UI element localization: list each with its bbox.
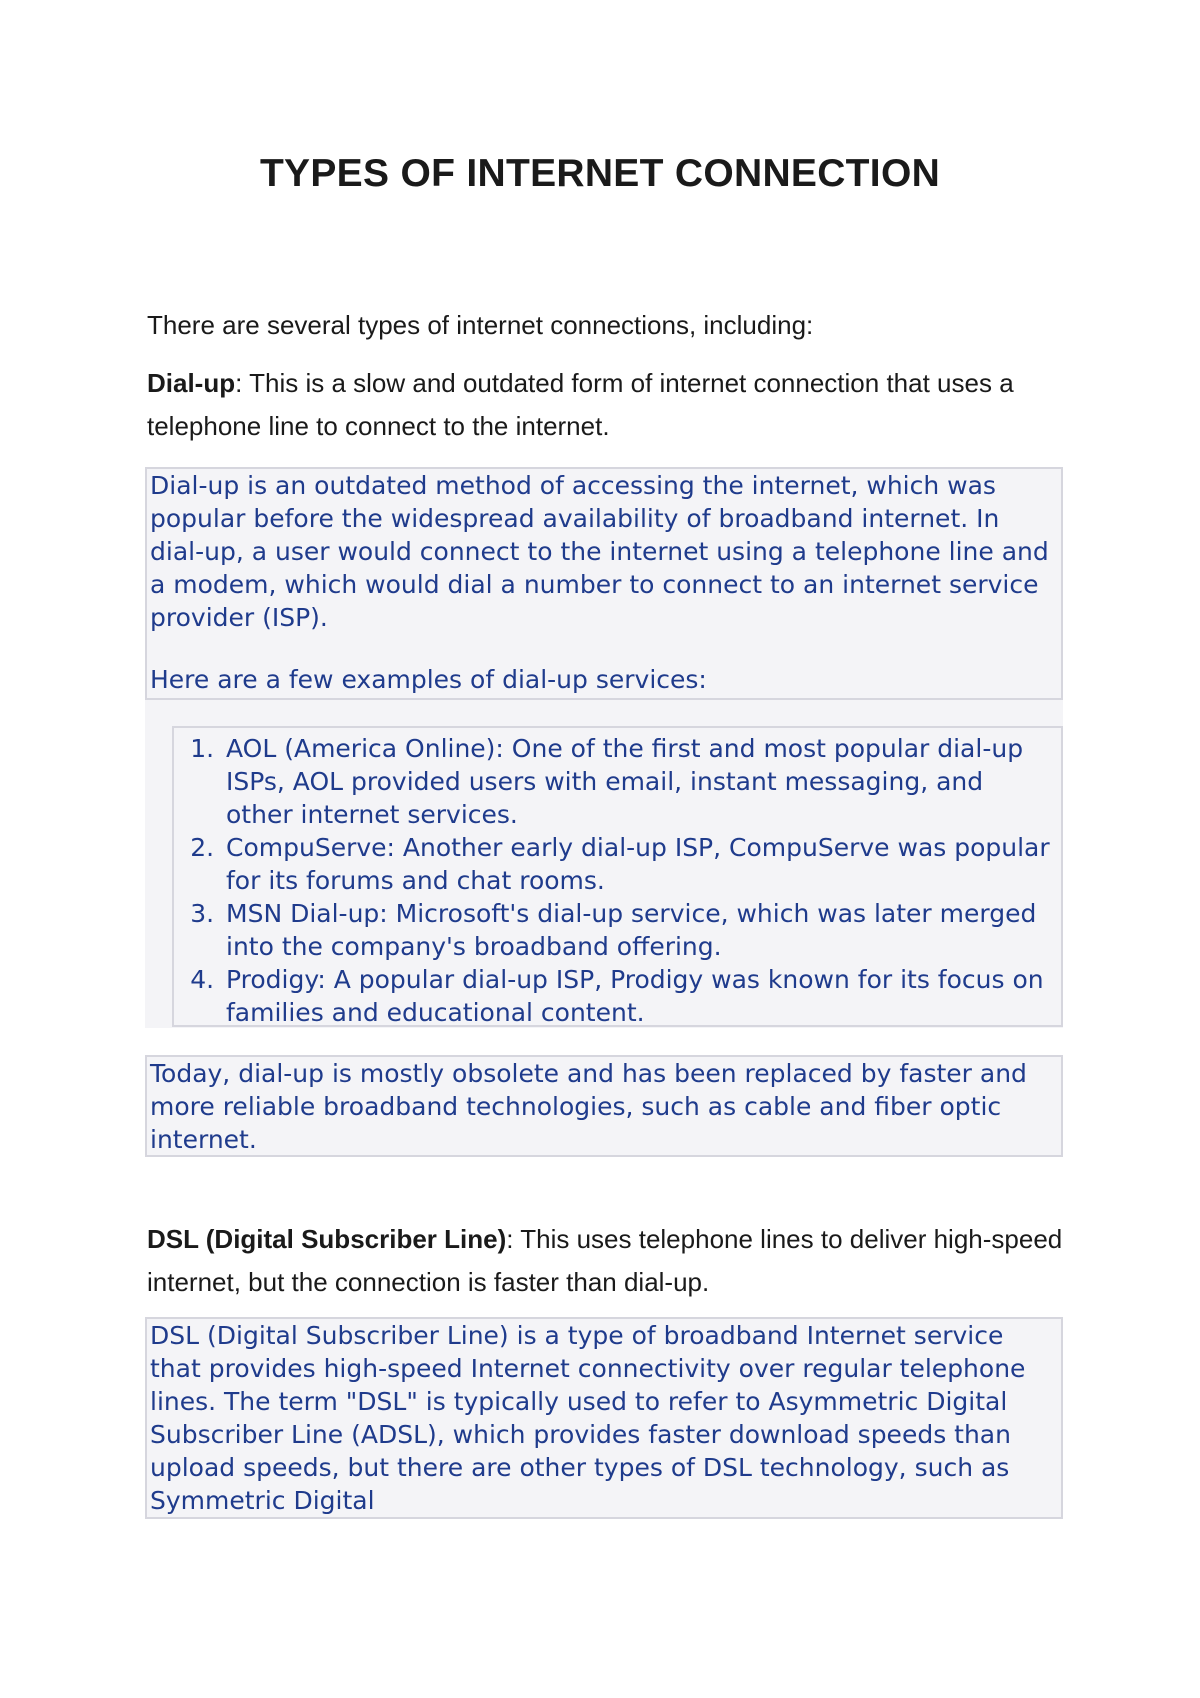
- dialup-examples-box: [172, 726, 1063, 1027]
- dialup-paragraph: [147, 362, 1067, 448]
- page-title: TYPES OF INTERNET CONNECTION: [259, 152, 941, 195]
- dialup-conclusion: Today, dial-up is mostly obsolete and has been replaced by faster and more reliable broadband technologies, such as cable and fiber optic internet.: [150, 1059, 1027, 1154]
- dialup-box-paragraph: Dial-up is an outdated method of accessing the internet, which was popular before the widespread availability of broadband internet. In dial-up, a user would connect to the internet using a telephone line and a modem, which would dial a number to connect to an internet service provider (ISP).: [150, 471, 1049, 632]
- dialup-examples-list: [182, 732, 1053, 1029]
- list-item: 1. AOL (America Online): One of the first and most popular dial-up ISPs, AOL provided users with email, instant messaging, and other internet services.: [222, 732, 1053, 831]
- list-item: 2. CompuServe: Another early dial-up ISP, CompuServe was popular for its forums and chat rooms.: [222, 831, 1053, 897]
- dialup-description: This is a slow and outdated form of internet connection that uses a telephone line to connect to the internet.: [147, 368, 1014, 441]
- dsl-box-paragraph: DSL (Digital Subscriber Line) is a type of broadband Internet service that provides high-speed Internet connectivity over regular telephone lines. The term "DSL" is typically used to refer to Asymmetric Digital Subscriber Line (ADSL), which provides faster download speeds than upload speeds, but there are other types of DSL technology, such as Symmetric Digital: [150, 1321, 1026, 1515]
- dsl-term-separator: :: [506, 1224, 514, 1254]
- dialup-term: Dial-up: [147, 368, 236, 398]
- dsl-paragraph: [147, 1218, 1067, 1304]
- dialup-conclusion-box: [145, 1055, 1063, 1157]
- dsl-description: This uses telephone lines to deliver high-speed internet, but the connection is faster than dial-up.: [147, 1224, 1063, 1297]
- dialup-explanation-box: [145, 467, 1063, 700]
- list-item: 3. MSN Dial-up: Microsoft's dial-up service, which was later merged into the company's broadband offering.: [222, 897, 1053, 963]
- dsl-explanation-box: [145, 1317, 1063, 1519]
- list-item: 4. Prodigy: A popular dial-up ISP, Prodigy was known for its focus on families and educational content.: [222, 963, 1053, 1029]
- dsl-term: DSL (Digital Subscriber Line): [147, 1224, 507, 1254]
- dialup-term-separator: :: [235, 368, 243, 398]
- dialup-box-examples-intro: Here are a few examples of dial-up services:: [150, 665, 707, 694]
- intro-paragraph: There are several types of internet connections, including:: [147, 310, 814, 340]
